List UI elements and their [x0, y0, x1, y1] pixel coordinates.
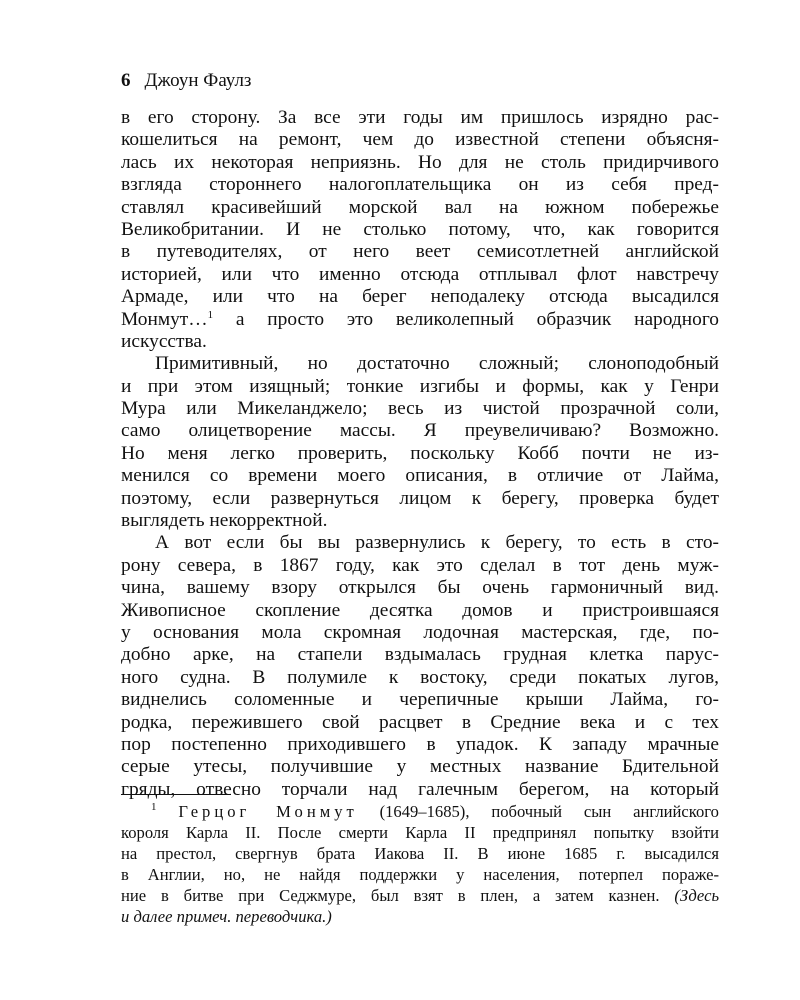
text-line: родка, пережившего свой расцвет в Средние века и с тех — [121, 711, 719, 733]
text-segment: (1649–1685), побочный сын английского — [357, 802, 719, 821]
text-line: Но меня легко проверить, поскольку Кобб почти не из- — [121, 442, 719, 464]
text-line — [121, 309, 719, 331]
text-segment: ние в битве при Седжмуре, был взят в плен, а затем казнен. — [121, 886, 675, 905]
footnote — [121, 801, 719, 927]
text-line: поэтому, если развернуться лицом к берегу, проверка будет — [121, 487, 719, 509]
running-header — [121, 70, 251, 92]
body-text — [121, 107, 719, 801]
footnote-line: в Англии, но, не найдя поддержки у населения, потерпел пораже- — [121, 865, 719, 884]
text-line: чина, вашему взору открылся бы очень гармоничный вид. — [121, 577, 719, 599]
text-line: пор постепенно приходившего в упадок. К западу мрачные — [121, 733, 719, 755]
text-line: Живописное скопление десятка домов и пристроившаяся — [121, 599, 719, 621]
text-segment: а просто это великолепный образчик народного — [213, 308, 719, 330]
text-line: А вот если бы вы развернулись к берегу, то есть в сто- — [155, 532, 719, 554]
text-line: в путеводителях, от него веет семисотлетней английской — [121, 241, 719, 263]
text-line: Мура или Микеланджело; весь из чистой прозрачной соли, — [121, 398, 719, 420]
footnote-divider — [121, 794, 231, 795]
text-line: добно арке, на стапели вздымалась грудная клетка парус- — [121, 644, 719, 666]
text-line: рону севера, в 1867 году, как это сделал в тот день муж- — [121, 554, 719, 576]
text-line: и при этом изящный; тонкие изгибы и формы, как у Генри — [121, 375, 719, 397]
page-number: 6 — [121, 70, 131, 91]
footnote-reference[interactable]: 1 — [207, 308, 214, 321]
text-line: искусства. — [121, 330, 207, 352]
text-line: взгляда стороннего налогоплательщика он из себя пред- — [121, 174, 719, 196]
footnote-line: на престол, свергнув брата Иакова II. В июне 1685 г. высадился — [121, 844, 719, 863]
text-line: Армаде, или что на берег неподалеку отсюда высадился — [121, 286, 719, 308]
text-line: кошелиться на ремонт, чем до известной степени объясня- — [121, 129, 719, 151]
text-line: серые утесы, получившие у местных название Бдительной — [121, 756, 719, 778]
footnote-line: и далее примеч. переводчика.) — [121, 907, 332, 926]
text-line: лась их некоторая неприязнь. Но для не столь придирчивого — [121, 151, 719, 173]
text-line: выглядеть некорректной. — [121, 510, 328, 532]
footnote-marker: 1 — [151, 801, 157, 813]
translator-note: (Здесь — [674, 886, 719, 905]
text-segment: Монмут… — [121, 308, 208, 330]
running-header-author: Джоун Фаулз — [144, 70, 252, 91]
text-line: само олицетворение массы. Я преувеличиваю? Возможно. — [121, 420, 719, 442]
text-line: Великобритании. И не столько потому, что, как говорится — [121, 218, 719, 240]
text-line: ставлял красивейший морской вал на южном побережье — [121, 196, 719, 218]
text-line: историей, или что именно отсюда отплывал флот навстречу — [121, 263, 719, 285]
footnote-line — [121, 885, 719, 906]
text-line: Примитивный, но достаточно сложный; слоноподобный — [155, 353, 719, 375]
text-line: у основания мола скромная лодочная мастерская, где, по- — [121, 621, 719, 643]
footnote-line: короля Карла II. После смерти Карла II предпринял попытку взойти — [121, 823, 719, 842]
text-line: гряды, отвесно торчали над галечным берегом, на который — [121, 778, 719, 800]
footnote-name: Герцог Монмут — [178, 802, 358, 821]
text-line: ного судна. В полумиле к востоку, среди покатых лугов, — [121, 666, 719, 688]
text-line: менился со времени моего описания, в отличие от Лайма, — [121, 465, 719, 487]
text-line: виднелись соломенные и черепичные крыши Лайма, го- — [121, 689, 719, 711]
text-line: в его сторону. За все эти годы им пришлось изрядно рас- — [121, 107, 719, 128]
footnote-line — [121, 801, 719, 822]
